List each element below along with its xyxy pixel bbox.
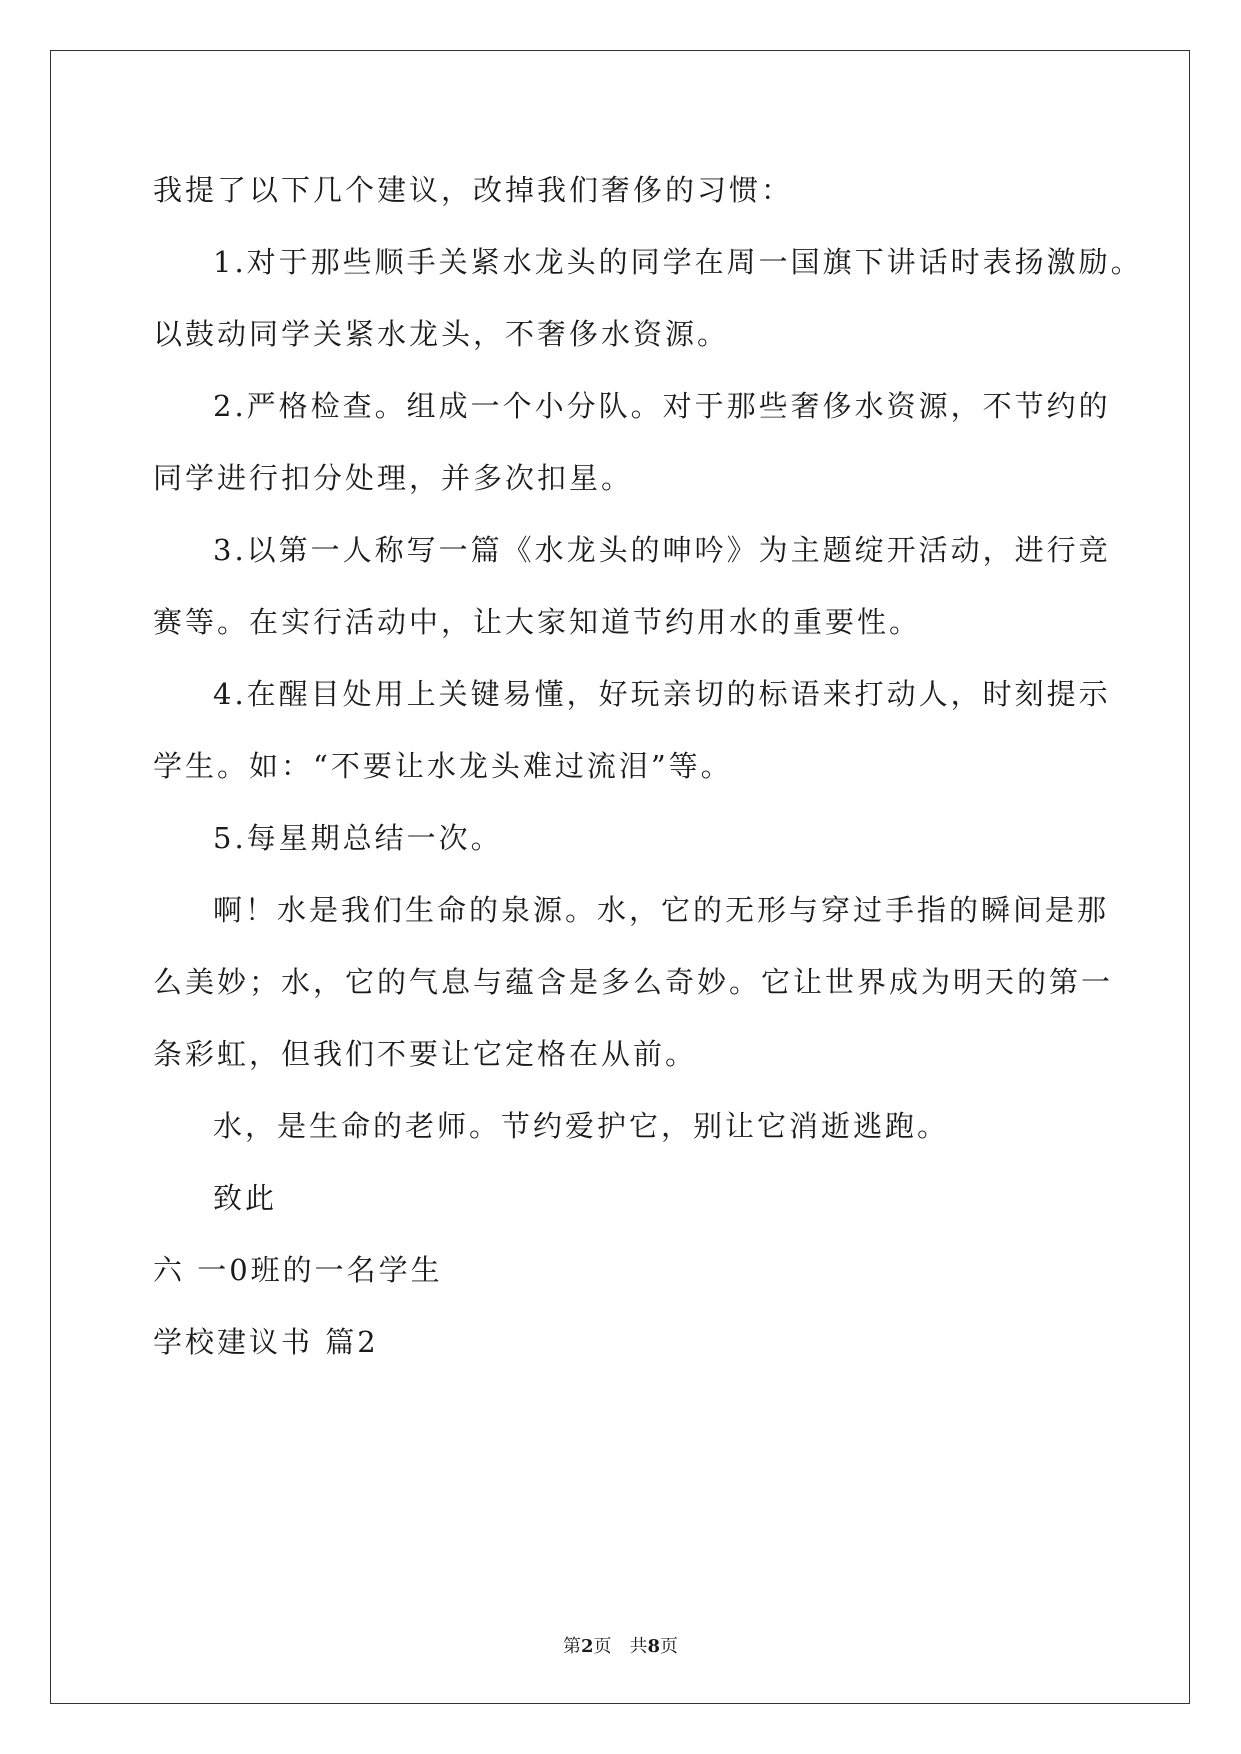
suggestion-1-line-2: 以鼓动同学关紧水龙头，不奢侈水资源。 — [153, 317, 730, 351]
footer-total-pages: 8 — [647, 1636, 661, 1657]
salutation: 致此 — [213, 1181, 278, 1215]
page-footer — [0, 1632, 1241, 1658]
signature: 六 一0班的一名学生 — [153, 1253, 443, 1287]
footer-page-number: 2 — [580, 1636, 594, 1657]
suggestion-4-line-2: 学生。如：“不要让水龙头难过流泪”等。 — [153, 749, 733, 783]
suggestion-3-line-2: 赛等。在实行活动中，让大家知道节约用水的重要性。 — [153, 605, 922, 639]
suggestion-3-line-1: 3.以第一人称写一篇《水龙头的呻吟》为主题绽开活动，进行竞 — [213, 533, 1111, 567]
suggestion-2-line-2: 同学进行扣分处理，并多次扣星。 — [153, 461, 634, 495]
closing-paragraph-line-1: 啊！水是我们生命的泉源。水，它的无形与穿过手指的瞬间是那 — [213, 893, 1110, 927]
page-border — [50, 50, 1190, 1704]
suggestion-2-line-1: 2.严格检查。组成一个小分队。对于那些奢侈水资源，不节约的 — [213, 389, 1111, 423]
footer-prefix: 第 — [562, 1636, 581, 1657]
paragraph-intro: 我提了以下几个建议，改掉我们奢侈的习惯： — [153, 173, 794, 207]
suggestion-4-line-1: 4.在醒目处用上关键易懂，好玩亲切的标语来打动人，时刻提示 — [213, 677, 1111, 711]
suggestion-5: 5.每星期总结一次。 — [213, 821, 503, 855]
water-teacher-paragraph: 水，是生命的老师。节约爱护它，别让它消逝逃跑。 — [213, 1109, 950, 1143]
footer-mid: 页 共 — [593, 1636, 648, 1657]
closing-paragraph-line-3: 条彩虹，但我们不要让它定格在从前。 — [153, 1037, 698, 1071]
closing-paragraph-line-2: 么美妙；水，它的气息与蕴含是多么奇妙。它让世界成为明天的第一 — [153, 965, 1114, 999]
suggestion-1-line-1: 1.对于那些顺手关紧水龙头的同学在周一国旗下讲话时表扬激励。 — [213, 245, 1143, 279]
footer-suffix: 页 — [660, 1636, 679, 1657]
section-heading: 学校建议书 篇2 — [153, 1325, 379, 1359]
